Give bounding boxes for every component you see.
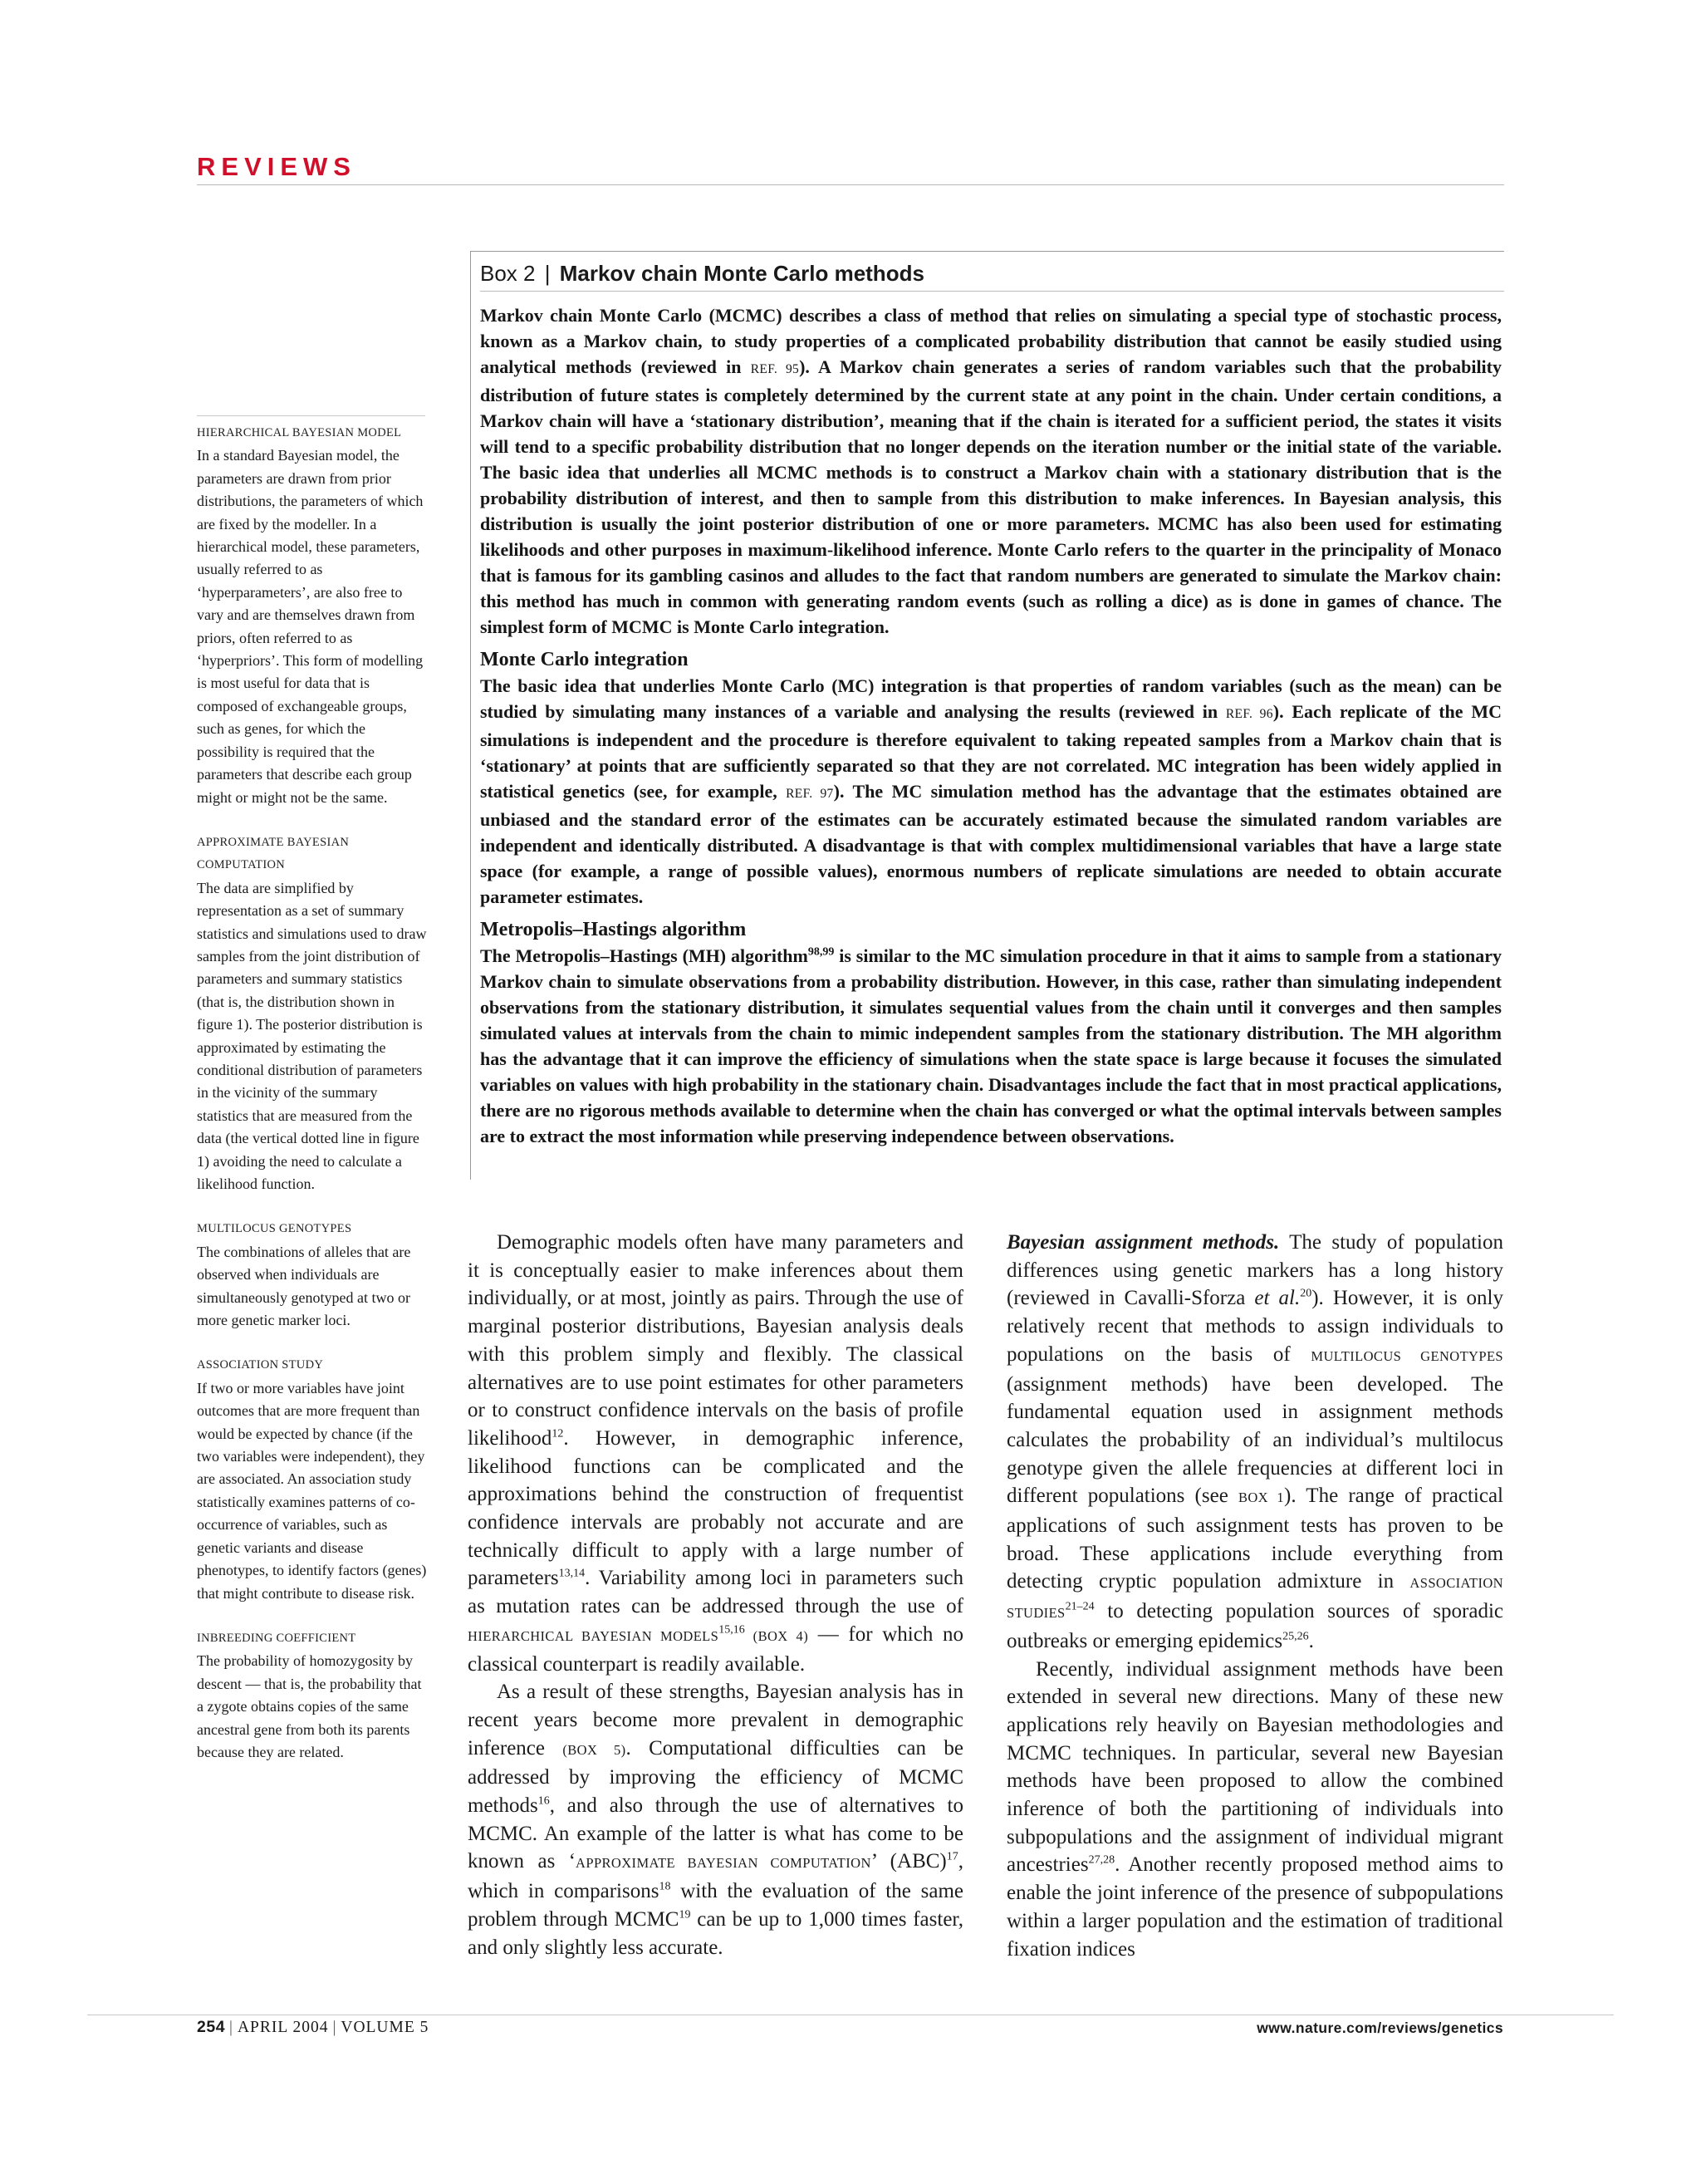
box-link[interactable]: (BOX 4)	[744, 1627, 809, 1644]
glossary-link[interactable]: MULTILOCUS GENOTYPES	[1311, 1347, 1504, 1364]
text-run: ). However, it is only relatively recent that methods to assign individuals to populations on the basis of	[1007, 1287, 1503, 1366]
text-run: The Metropolis–Hastings (MH) algorithm	[480, 945, 808, 966]
text-run: (assignment methods) have been developed. The fundamental equation used in assignment methods calculates the probability of an individual’s multilocus genotype given the allele frequencies at different loci in different populations (see	[1007, 1372, 1503, 1508]
subheading-metropolis-hastings: Metropolis–Hastings algorithm	[480, 919, 747, 940]
glossary-term: ASSOCIATION STUDY	[197, 1358, 324, 1372]
glossary-term: MULTILOCUS GENOTYPES	[197, 1222, 352, 1236]
body-column-right	[1007, 1229, 1503, 1963]
paragraph	[1007, 1656, 1503, 1964]
glossary-definition: The probability of homozygosity by descent — that is, the probability that a zygote obtains copies of the same ancestral gene from both its parents because they are related.	[197, 1652, 422, 1760]
box-heading: Markov chain Monte Carlo methods	[559, 261, 924, 286]
glossary-term: APPROXIMATE BAYESIAN COMPUTATION	[197, 835, 350, 872]
glossary-definition: The data are simplified by representation as a set of summary statistics and simulations used to draw samples from the joint distribution of parameters and summary statistics (that is, the distribution shown in figure 1). The posterior distribution is approximated by estimating the conditional distribution of parameters in the vicinity of the summary statistics that are measured from the data (the vertical dotted line in figure 1) avoiding the need to calculate a likelihood function.	[197, 879, 427, 1192]
issue-volume: VOLUME 5	[341, 2019, 429, 2036]
box-top-rule	[470, 251, 1504, 252]
box-link[interactable]: BOX 1	[1238, 1490, 1285, 1506]
text-run: ). A Markov chain generates a series of random variables such that the probability distribution of future states is completely determined by the current state at any point in the chain. Under certain conditions, a Markov chain will have a ‘stationary distribution’, meaning that if the chain is iterated for a sufficient period, the states it visits will tend to a specific probability distribution that no longer depends on the iteration number or the initial state of the variable. The basic idea that underlies all MCMC methods is to construct a Markov chain with a stationary distribution that is the probability distribution of interest, and then to sample from this distribution to make inferences. In Bayesian analysis, this distribution is usually the joint posterior distribution of one or more parameters. MCMC has also been used for estimating likelihoods and other purposes in maximum-likelihood inference. Monte Carlo refers to the quarter in the principality of Monaco that is famous for its gambling casinos and alludes to the fact that random numbers are generated to simulate the Markov chain: this method has much in common with generating random events (such as rolling a dice) as is done in games of chance. The simplest form of MCMC is Monte Carlo integration.	[480, 356, 1502, 637]
journal-url[interactable]: www.nature.com/reviews/genetics	[1257, 2020, 1503, 2036]
text-run: .	[1308, 1629, 1314, 1652]
text-run: . However, in demographic inference, likelihood functions can be complicated and the approximations behind the construction of frequentist confidence intervals are probably not accurate and are technically difficult to apply with a large number of parameters	[468, 1426, 963, 1590]
text-run: to detecting population sources of sporadic outbreaks or emerging epidemics	[1007, 1600, 1503, 1652]
paragraph	[468, 1229, 963, 1678]
glossary-entry	[197, 1218, 427, 1332]
text-run: is similar to the MC simulation procedure in that it aims to sample from a stationary Markov chain to simulate observations from a probability distribution. However, in this case, rather than simulating independent observations from the stationary distribution, it simulates sequential values from the chain until it converges and then samples simulated values at intervals from the chain to mimic independent samples from the stationary distribution. The MH algorithm has the advantage that it can improve the efficiency of simulations when the state space is large because it focuses the simulated variables on values with high probability in the stationary chain. Disadvantages include the fact that in most practical applications, there are no rigorous methods available to determine when the chain has converged or what the optimal intervals between samples are to extract the most information while preserving independence between observations.	[480, 945, 1502, 1146]
text-run: ). The range of practical applications of such assignment tests has proven to be broad. These applications include everything from detecting cryptic population admixture in	[1007, 1485, 1503, 1593]
text-run: As a result of these strengths, Bayesian analysis has in recent years become more prevalent in demographic inference	[468, 1681, 963, 1759]
box-label: Box 2	[480, 261, 536, 286]
reference-link[interactable]: REF. 95	[750, 362, 800, 376]
body-column-left	[468, 1229, 963, 1961]
reference-link[interactable]: REF. 96	[1225, 707, 1273, 721]
text-run: — for which no classical counterpart is readily available.	[468, 1622, 963, 1676]
box-intro-paragraph	[480, 302, 1502, 640]
citation[interactable]: 12	[551, 1427, 564, 1440]
glossary-link[interactable]: ASSOCIATION STUDIES	[1007, 1575, 1503, 1622]
paragraph	[1007, 1229, 1503, 1656]
text-run: ). The MC simulation method has the advantage that the estimates obtained are unbiased and the standard error of the estimates can be accurately estimated because the simulated random variables are independent and identically distributed. A disadvantage is that with complex multidimensional variables that have a large state space (for example, a range of possible values), enormous numbers of replicate simulations are needed to obtain accurate parameter estimates.	[480, 781, 1502, 907]
text-run: . Computational difficulties can be addressed by improving the efficiency of MCMC methods	[468, 1736, 963, 1818]
text-run: et al.	[1254, 1287, 1301, 1310]
glossary-link[interactable]: APPROXIMATE BAYESIAN COMPUTATION	[576, 1855, 871, 1872]
citation[interactable]: 27,28	[1088, 1854, 1115, 1867]
box-title-separator: |	[544, 261, 551, 286]
header-divider	[197, 184, 1504, 185]
citation[interactable]: 98,99	[807, 945, 835, 959]
text-run: Demographic models often have many parameters and it is conceptually easier to make inferences about them individually, or at most, jointly as pairs. Through the use of marginal posterior distributions, Bayesian analysis deals with this problem simply and flexibly. The classical alternatives are to use point estimates for other parameters or to construct confidence intervals on the basis of profile likelihood	[468, 1231, 963, 1450]
citation[interactable]: 18	[659, 1880, 671, 1893]
citation[interactable]: 20	[1300, 1288, 1312, 1301]
box-mh-paragraph	[480, 943, 1502, 1149]
citation[interactable]: 16	[537, 1794, 550, 1808]
text-run: ). Each replicate of the MC simulations is independent and the procedure is therefore equivalent to taking repeated samples from a Markov chain that is ‘stationary’ at points that are sufficiently separated so that they are not correlated. MC integration has been widely applied in statistical genetics (see, for example,	[480, 701, 1502, 802]
text-run: ’ (ABC)	[870, 1850, 947, 1873]
footer-separator: |	[229, 2019, 233, 2036]
box-title-divider	[480, 291, 1504, 292]
paragraph	[468, 1678, 963, 1961]
citation[interactable]: 19	[679, 1908, 691, 1921]
glossary-definition: The combinations of alleles that are observed when individuals are simultaneously genotyped at two or more genetic marker loci.	[197, 1243, 411, 1329]
glossary-divider	[197, 415, 425, 416]
reference-link[interactable]: REF. 97	[786, 787, 834, 801]
text-run: Markov chain Monte Carlo (MCMC) describes a class of method that relies on simulating a special type of stochastic process, known as a Markov chain, to study properties of a complicated probability distribution that cannot be easily studied using analytical methods (reviewed in	[480, 305, 1502, 377]
section-label: REVIEWS	[197, 152, 356, 181]
citation[interactable]: 21–24	[1065, 1600, 1095, 1613]
citation[interactable]: 17	[946, 1851, 958, 1864]
glossary-entry	[197, 422, 427, 809]
text-run: The study of population differences using genetic markers has a long history (reviewed in Cavalli-Sforza	[1007, 1231, 1504, 1310]
glossary-term: HIERARCHICAL BAYESIAN MODEL	[197, 426, 402, 439]
glossary-link[interactable]: HIERARCHICAL BAYESIAN MODELS	[468, 1627, 719, 1644]
text-run: . Another recently proposed method aims to enable the joint inference of the presence of subpopulations within a larger population and the estimation of traditional fixation indices	[1007, 1853, 1503, 1961]
glossary-entry	[197, 832, 427, 1196]
subheading-monte-carlo: Monte Carlo integration	[480, 649, 689, 670]
text-run: , and also through the use of alternatives to MCMC. An example of the latter is what has come to be known as ‘	[468, 1794, 963, 1873]
footer-issue-info	[197, 2018, 429, 2037]
glossary-definition: If two or more variables have joint outcomes that are more frequent than would be expected by chance (if the two variables were independent), they are associated. An association study statistically examines patterns of co-occurrence of variables, such as genetic variants and disease phenotypes, to identify factors (genes) that might contribute to disease risk.	[197, 1379, 427, 1602]
box-mc-paragraph	[480, 673, 1502, 910]
glossary-entry	[197, 1354, 427, 1604]
run-in-heading: Bayesian assignment methods.	[1007, 1231, 1280, 1254]
text-run: with the evaluation of the same problem through MCMC	[468, 1880, 963, 1931]
citation[interactable]: 13,14	[558, 1568, 586, 1581]
box-link[interactable]: (BOX 5)	[562, 1741, 626, 1758]
footer-separator: |	[332, 2019, 337, 2036]
glossary-entry	[197, 1627, 427, 1764]
glossary-sidebar	[197, 422, 427, 1786]
issue-date: APRIL 2004	[237, 2019, 329, 2036]
page-number: 254	[197, 2018, 226, 2036]
text-run: can be up to 1,000 times faster, and only slightly less accurate.	[468, 1907, 963, 1959]
box-body	[480, 302, 1502, 1149]
text-run: , which in comparisons	[468, 1850, 963, 1903]
text-run: Recently, individual assignment methods have been extended in several new directions. Many of these new applications rely heavily on Bayesian methodologies and MCMC techniques. In particular, several new Bayesian methods have been proposed to allow the combined inference of both the partitioning of individuals into subpopulations and the assignment of individual migrant ancestries	[1007, 1657, 1503, 1877]
citation[interactable]: 25,26	[1282, 1630, 1309, 1643]
text-run: . Variability among loci in parameters such as mutation rates can be addressed through the use of	[468, 1567, 963, 1618]
glossary-definition: In a standard Bayesian model, the parameters are drawn from prior distributions, the parameters of which are fixed by the modeller. In a hierarchical model, these parameters, usually referred to as ‘hyperparameters’, are also free to vary and are themselves drawn from priors, often referred to as ‘hyperpriors’. This form of modelling is most useful for data that is composed of exchangeable groups, such as genes, for which the possibility is required that the parameters that describe each group might or might not be the same.	[197, 447, 424, 806]
text-run: The basic idea that underlies Monte Carlo (MC) integration is that properties of random variables (such as the mean) can be studied by simulating many instances of a variable and analysing the results (reviewed in	[480, 675, 1502, 722]
citation[interactable]: 15,16	[718, 1623, 745, 1637]
glossary-term: INBREEDING COEFFICIENT	[197, 1631, 356, 1645]
box-title	[480, 261, 924, 287]
